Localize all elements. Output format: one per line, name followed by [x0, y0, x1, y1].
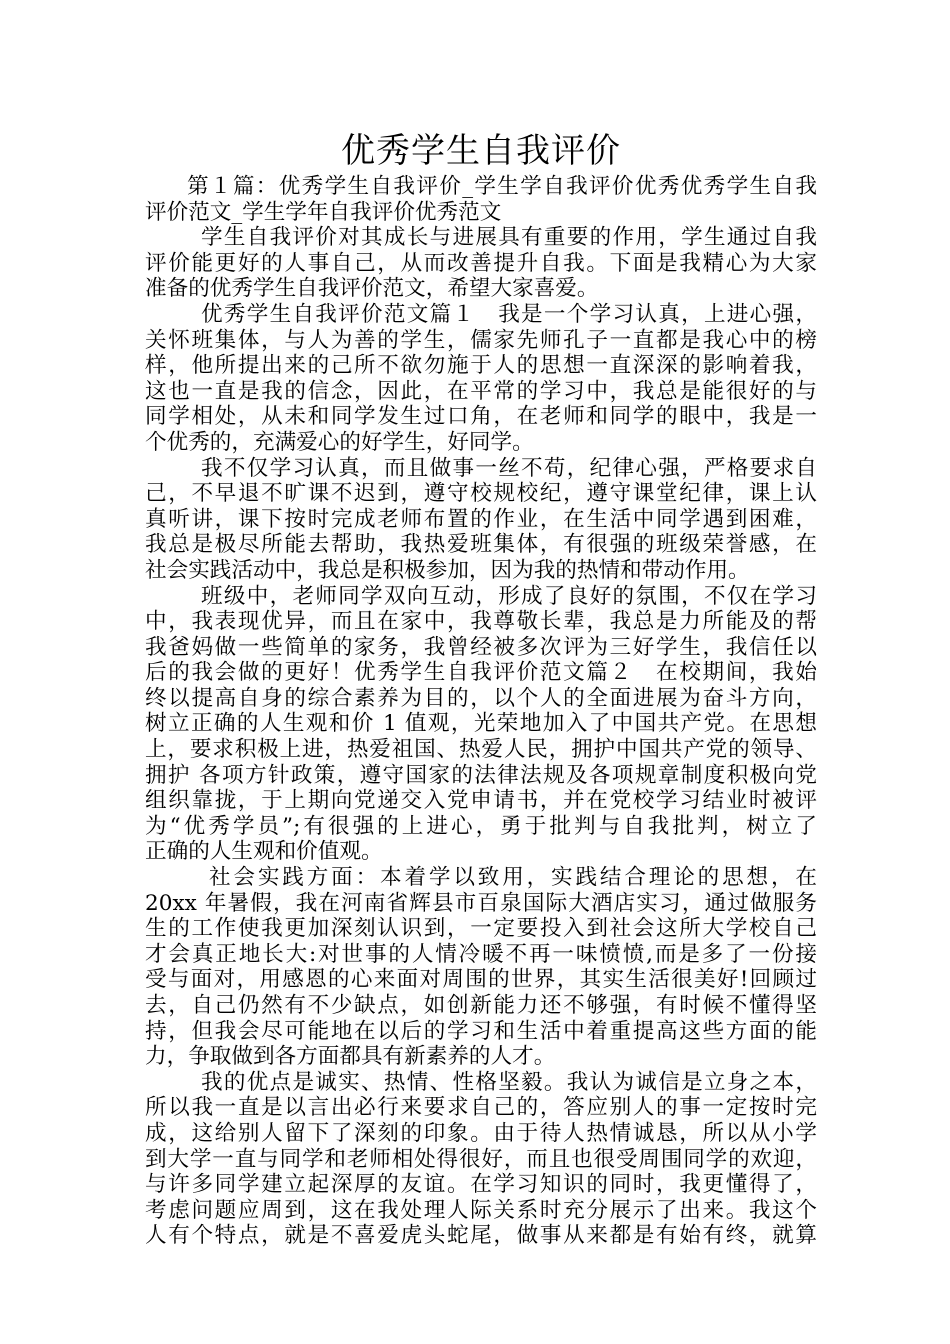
- paragraph-line: 学生自我评价对其成长与进展具有重要的作用，学生通过自我: [201, 225, 817, 251]
- paragraph-line: 终以提高自身的综合素养为目的，以个人的全面进展为奋斗方向，: [145, 685, 817, 711]
- paragraph-line: 中，我表现优异，而且在家中，我尊敬长辈，我总是力所能及的帮: [145, 609, 817, 635]
- paragraph-line: 所以我一直是以言出必行来要求自己的，答应别人的事一定按时完: [145, 1095, 817, 1121]
- paragraph-line: 真听讲，课下按时完成老师布置的作业，在生活中同学遇到困难，: [145, 506, 817, 532]
- paragraph-line: 我爸妈做一些简单的家务，我曾经被多次评为三好学生，我信任以: [145, 634, 817, 660]
- paragraph-line: 第１篇：优秀学生自我评价_学生学自我评价优秀优秀学生自我: [187, 174, 817, 199]
- paragraph-line: 到大学一直与同学和老师相处得很好，而且也很受周围同学的欢迎，: [145, 1146, 817, 1172]
- document-body: [145, 174, 817, 1249]
- paragraph-line: 成，这给别人留下了深刻的印象。由于待人热情诚恳，所以从小学: [145, 1120, 817, 1146]
- paragraph: [145, 302, 817, 456]
- paragraph-line: 拥护 各项方针政策，遵守国家的法律法规及各项规章制度积极向党: [145, 762, 817, 788]
- paragraph: [145, 225, 817, 302]
- paragraph-line: 后的我会做的更好！优秀学生自我评价范文篇２ 在校期间，我始: [145, 660, 817, 686]
- paragraph: [145, 865, 817, 1070]
- paragraph-line: 同学相处，从未和同学发生过口角，在老师和同学的眼中，我是一: [145, 404, 817, 430]
- paragraph: [145, 1070, 817, 1249]
- paragraph-line: 持，但我会尽可能地在以后的学习和生活中着重提高这些方面的能: [145, 1018, 817, 1044]
- paragraph-line: 班级中，老师同学双向互动，形成了良好的氛围，不仅在学习: [201, 583, 817, 609]
- paragraph: [145, 584, 817, 866]
- paragraph-line: 受与面对，用感恩的心来面对周围的世界，其实生活很美好!回顾过: [145, 967, 817, 993]
- paragraph-line: 我总是极尽所能去帮助，我热爱班集体，有很强的班级荣誉感，在: [145, 532, 817, 558]
- paragraph-line: 关怀班集体，与人为善的学生，儒家先师孔子一直都是我心中的榜: [145, 327, 817, 353]
- paragraph-line: 才会真正地长大:对世事的人情冷暖不再一味愤愤,而是多了一份接: [145, 941, 817, 967]
- paragraph-line: 社会实践活动中，我总是积极参加，因为我的热情和带动作用。: [145, 557, 750, 583]
- paragraph-line: 考虑问题应周到，这在我处理人际关系时充分展示了出来。我这个: [145, 1197, 817, 1223]
- document-page: [145, 128, 817, 1249]
- document-title: 优秀学生自我评价: [341, 131, 621, 171]
- paragraph: [145, 174, 817, 225]
- paragraph-line: 20xx 年暑假，我在河南省辉县市百泉国际大酒店实习，通过做服务: [145, 890, 817, 916]
- paragraph-line: 生的工作使我更加深刻认识到，一定要投入到社会这所大学校自己: [145, 916, 817, 942]
- paragraph-line: 评价能更好的人事自己，从而改善提升自我。下面是我精心为大家: [145, 250, 817, 276]
- paragraph-line: 这也一直是我的信念，因此，在平常的学习中，我总是能很好的与: [145, 378, 817, 404]
- paragraph-line: 我不仅学习认真，而且做事一丝不苟，纪律心强，严格要求自: [201, 455, 817, 481]
- paragraph: [145, 456, 817, 584]
- paragraph-line: 社会实践方面：本着学以致用，实践结合理论的思想，在: [209, 865, 817, 891]
- paragraph-line: 力，争取做到各方面都具有新素养的人才。: [145, 1044, 556, 1070]
- paragraph-line: 树立正确的人生观和价 1 值观，光荣地加入了中国共产党。在思想: [145, 711, 817, 737]
- paragraph-line: 评价范文_学生学年自我评价优秀范文: [145, 199, 502, 225]
- paragraph-line: 准备的优秀学生自我评价范文，希望大家喜爱。: [145, 276, 599, 302]
- paragraph-line: 我的优点是诚实、热情、性格坚毅。我认为诚信是立身之本，: [201, 1069, 817, 1095]
- paragraph-line: 优秀学生自我评价范文篇１ 我是一个学习认真，上进心强，: [201, 301, 817, 327]
- paragraph-line: 正确的人生观和价值观。: [145, 839, 383, 865]
- paragraph-line: 组织靠拢，于上期向党递交入党申请书，并在党校学习结业时被评: [145, 788, 817, 814]
- paragraph-line: 个优秀的，充满爱心的好学生，好同学。: [145, 429, 534, 455]
- paragraph-line: 己，不早退不旷课不迟到，遵守校规校纪，遵守课堂纪律，课上认: [145, 481, 817, 507]
- paragraph-line: 人有个特点，就是不喜爱虎头蛇尾，做事从来都是有始有终，就算: [145, 1223, 817, 1249]
- paragraph-line: 去，自己仍然有不少缺点，如创新能力还不够强，有时候不懂得坚: [145, 993, 817, 1018]
- paragraph-line: 上，要求积极上进，热爱祖国、热爱人民，拥护中国共产党的领导、: [145, 737, 817, 763]
- paragraph-line: 为“优秀学员”;有很强的上进心，勇于批判与自我批判，树立了: [145, 813, 817, 839]
- paragraph-line: 与许多同学建立起深厚的友谊。在学习知识的同时，我更懂得了，: [145, 1172, 817, 1198]
- paragraph-line: 样，他所提出来的己所不欲勿施于人的思想一直深深的影响着我，: [145, 353, 817, 379]
